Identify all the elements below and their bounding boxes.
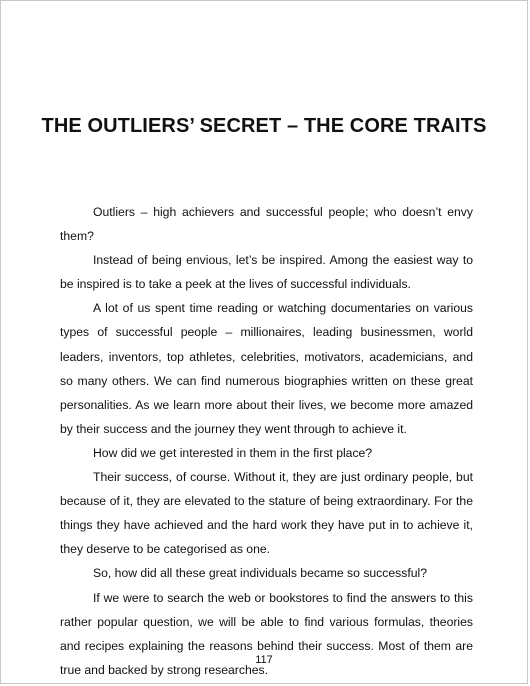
paragraph: How did we get interested in them in the first place? <box>93 445 373 460</box>
paragraph: If we were to search the web or bookstores to find the answers to this rather popular question, we will be able to find various formulas, theories and recipes explaining the reasons behind their success. Most of them are true and backed by strong researches. <box>60 590 473 677</box>
paragraph: A lot of us spent time reading or watching documentaries on various types of successful people – millionaires, leading businessmen, world leaders, inventors, top athletes, celebrities, motivators, academicians, and so many others. We can find numerous biographies written on these great personalities. As we learn more about their lives, we become more amazed by their success and the journey they went through to achieve it. <box>60 301 473 436</box>
paragraph: So, how did all these great individuals became so successful? <box>93 566 427 581</box>
chapter-title: THE OUTLIERS’ SECRET – THE CORE TRAITS <box>41 115 487 137</box>
paragraph: Their success, of course. Without it, they are just ordinary people, but because of it, they are elevated to the stature of being extraordinary. For the things they have achieved and the hard work they have put in to achieve it, they deserve to be categorised as one. <box>60 470 473 557</box>
body-text <box>60 200 473 682</box>
paragraph: Instead of being envious, let’s be inspired. Among the easiest way to be inspired is to take a peek at the lives of successful individuals. <box>60 253 473 292</box>
paragraph: Outliers – high achievers and successful people; who doesn’t envy them? <box>60 205 473 244</box>
page-number: 117 <box>255 654 273 666</box>
